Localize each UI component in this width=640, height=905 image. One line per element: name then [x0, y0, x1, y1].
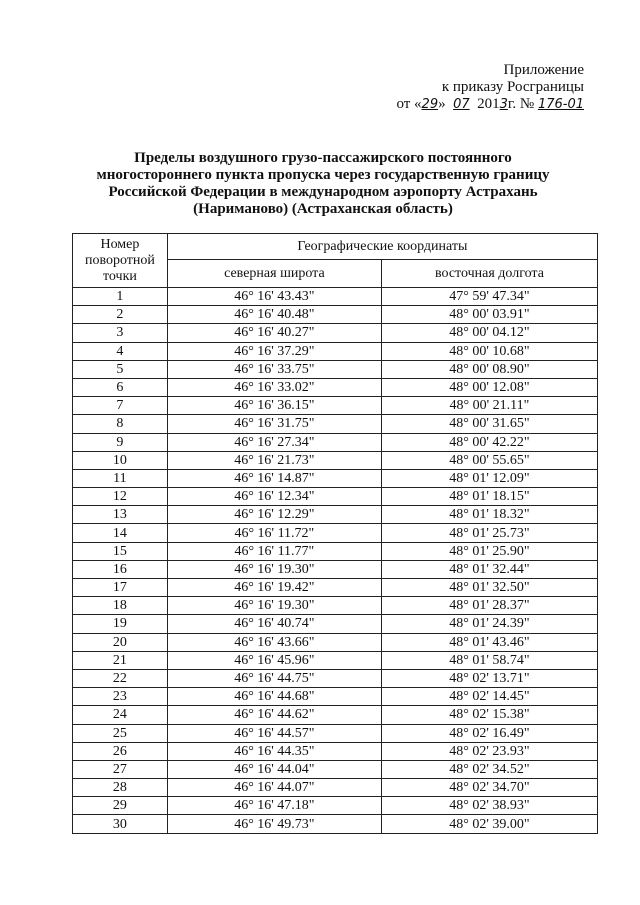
latitude-cell: 46° 16' 43.66"	[167, 633, 381, 651]
table-row	[73, 342, 598, 360]
table-row	[73, 815, 598, 833]
order-date-number	[396, 96, 584, 113]
longitude-cell: 48° 02' 23.93"	[381, 742, 597, 760]
point-number-cell: 18	[73, 597, 168, 615]
latitude-cell: 46° 16' 19.42"	[167, 579, 381, 597]
latitude-cell: 46° 16' 33.02"	[167, 378, 381, 396]
appendix-header	[396, 62, 584, 113]
handwritten-month: 07	[453, 97, 470, 112]
point-number-cell: 29	[73, 797, 168, 815]
table-row	[73, 669, 598, 687]
longitude-cell: 48° 01' 25.73"	[381, 524, 597, 542]
handwritten-day: 29	[421, 97, 439, 112]
longitude-cell: 48° 00' 04.12"	[381, 324, 597, 342]
table-row	[73, 324, 598, 342]
table-row	[73, 378, 598, 396]
longitude-cell: 48° 02' 14.45"	[381, 688, 597, 706]
latitude-cell: 46° 16' 45.96"	[167, 651, 381, 669]
title-line-1: Пределы воздушного грузо-пассажирского постоянного	[134, 150, 512, 166]
point-number-cell: 1	[73, 288, 168, 306]
point-number-cell: 6	[73, 378, 168, 396]
handwritten-year-digit: 3	[499, 97, 508, 112]
order-reference: к приказу Росграницы	[441, 79, 584, 95]
coordinates-table-body	[73, 288, 598, 834]
longitude-cell: 48° 02' 39.00"	[381, 815, 597, 833]
point-number-cell: 5	[73, 360, 168, 378]
table-row	[73, 779, 598, 797]
point-number-cell: 3	[73, 324, 168, 342]
latitude-cell: 46° 16' 12.34"	[167, 488, 381, 506]
table-row	[73, 488, 598, 506]
title-line-2: многостороннего пункта пропуска через государственную границу	[96, 167, 550, 183]
point-number-cell: 27	[73, 760, 168, 778]
table-row	[73, 760, 598, 778]
table-row	[73, 415, 598, 433]
table-row	[73, 797, 598, 815]
handwritten-order-number: 176-01	[537, 97, 584, 112]
longitude-cell: 47° 59' 47.34"	[381, 288, 597, 306]
table-row	[73, 597, 598, 615]
point-number-cell: 15	[73, 542, 168, 560]
longitude-cell: 48° 00' 21.11"	[381, 397, 597, 415]
point-number-cell: 13	[73, 506, 168, 524]
table-row	[73, 724, 598, 742]
table-row	[73, 742, 598, 760]
table-row	[73, 506, 598, 524]
table-row	[73, 288, 598, 306]
table-row	[73, 433, 598, 451]
table-row	[73, 524, 598, 542]
longitude-cell: 48° 00' 55.65"	[381, 451, 597, 469]
point-number-cell: 11	[73, 469, 168, 487]
point-number-cell: 9	[73, 433, 168, 451]
point-number-cell: 12	[73, 488, 168, 506]
latitude-cell: 46° 16' 47.18"	[167, 797, 381, 815]
longitude-cell: 48° 00' 12.08"	[381, 378, 597, 396]
latitude-cell: 46° 16' 44.35"	[167, 742, 381, 760]
longitude-cell: 48° 01' 18.15"	[381, 488, 597, 506]
table-row	[73, 542, 598, 560]
point-number-cell: 10	[73, 451, 168, 469]
latitude-cell: 46° 16' 40.48"	[167, 306, 381, 324]
longitude-cell: 48° 00' 10.68"	[381, 342, 597, 360]
point-number-cell: 23	[73, 688, 168, 706]
longitude-cell: 48° 01' 25.90"	[381, 542, 597, 560]
coordinates-table	[72, 233, 598, 834]
point-number-cell: 21	[73, 651, 168, 669]
point-number-cell: 26	[73, 742, 168, 760]
table-row	[73, 306, 598, 324]
longitude-cell: 48° 01' 43.46"	[381, 633, 597, 651]
date-quote-close: »	[438, 96, 446, 112]
appendix-label: Приложение	[503, 62, 584, 78]
point-number-header	[73, 234, 168, 288]
latitude-cell: 46° 16' 36.15"	[167, 397, 381, 415]
latitude-cell: 46° 16' 44.04"	[167, 760, 381, 778]
point-number-cell: 19	[73, 615, 168, 633]
latitude-cell: 46° 16' 44.68"	[167, 688, 381, 706]
point-number-cell: 16	[73, 560, 168, 578]
point-number-cell: 17	[73, 579, 168, 597]
latitude-cell: 46° 16' 40.74"	[167, 615, 381, 633]
point-number-cell: 30	[73, 815, 168, 833]
longitude-header: восточная долгота	[381, 260, 597, 288]
point-number-cell: 8	[73, 415, 168, 433]
longitude-cell: 48° 02' 34.70"	[381, 779, 597, 797]
point-number-header-line-3: точки	[102, 268, 137, 284]
latitude-cell: 46° 16' 33.75"	[167, 360, 381, 378]
longitude-cell: 48° 01' 24.39"	[381, 615, 597, 633]
latitude-cell: 46° 16' 49.73"	[167, 815, 381, 833]
latitude-cell: 46° 16' 37.29"	[167, 342, 381, 360]
longitude-cell: 48° 00' 42.22"	[381, 433, 597, 451]
longitude-cell: 48° 00' 08.90"	[381, 360, 597, 378]
table-row	[73, 633, 598, 651]
latitude-cell: 46° 16' 44.62"	[167, 706, 381, 724]
longitude-cell: 48° 01' 32.50"	[381, 579, 597, 597]
longitude-cell: 48° 01' 18.32"	[381, 506, 597, 524]
longitude-cell: 48° 02' 34.52"	[381, 760, 597, 778]
longitude-cell: 48° 01' 32.44"	[381, 560, 597, 578]
point-number-header-line-2: поворотной	[84, 252, 155, 268]
point-number-cell: 14	[73, 524, 168, 542]
point-number-cell: 4	[73, 342, 168, 360]
longitude-cell: 48° 00' 31.65"	[381, 415, 597, 433]
document-title	[70, 150, 576, 218]
longitude-cell: 48° 01' 12.09"	[381, 469, 597, 487]
table-row	[73, 688, 598, 706]
point-number-cell: 20	[73, 633, 168, 651]
geo-coordinates-header: Географические координаты	[167, 234, 597, 260]
latitude-cell: 46° 16' 44.57"	[167, 724, 381, 742]
table-row	[73, 560, 598, 578]
table-row	[73, 451, 598, 469]
latitude-cell: 46° 16' 14.87"	[167, 469, 381, 487]
point-number-cell: 22	[73, 669, 168, 687]
longitude-cell: 48° 01' 58.74"	[381, 651, 597, 669]
longitude-cell: 48° 02' 15.38"	[381, 706, 597, 724]
point-number-cell: 7	[73, 397, 168, 415]
year-prefix: 201	[477, 96, 500, 112]
longitude-cell: 48° 00' 03.91"	[381, 306, 597, 324]
latitude-header: северная широта	[167, 260, 381, 288]
longitude-cell: 48° 01' 28.37"	[381, 597, 597, 615]
latitude-cell: 46° 16' 12.29"	[167, 506, 381, 524]
longitude-cell: 48° 02' 16.49"	[381, 724, 597, 742]
latitude-cell: 46° 16' 43.43"	[167, 288, 381, 306]
table-row	[73, 579, 598, 597]
latitude-cell: 46° 16' 19.30"	[167, 560, 381, 578]
point-number-header-line-1: Номер	[100, 236, 140, 252]
latitude-cell: 46° 16' 21.73"	[167, 451, 381, 469]
latitude-cell: 46° 16' 27.34"	[167, 433, 381, 451]
latitude-cell: 46° 16' 44.75"	[167, 669, 381, 687]
latitude-cell: 46° 16' 40.27"	[167, 324, 381, 342]
latitude-cell: 46° 16' 31.75"	[167, 415, 381, 433]
table-row	[73, 651, 598, 669]
longitude-cell: 48° 02' 13.71"	[381, 669, 597, 687]
table-row	[73, 615, 598, 633]
title-line-3: Российской Федерации в международном аэропорту Астрахань	[108, 184, 538, 200]
year-number-label: г. №	[507, 96, 535, 112]
point-number-cell: 25	[73, 724, 168, 742]
title-line-4: (Нариманово) (Астраханская область)	[193, 201, 453, 217]
point-number-cell: 2	[73, 306, 168, 324]
latitude-cell: 46° 16' 44.07"	[167, 779, 381, 797]
latitude-cell: 46° 16' 11.77"	[167, 542, 381, 560]
longitude-cell: 48° 02' 38.93"	[381, 797, 597, 815]
latitude-cell: 46° 16' 19.30"	[167, 597, 381, 615]
table-row	[73, 706, 598, 724]
point-number-cell: 24	[73, 706, 168, 724]
point-number-cell: 28	[73, 779, 168, 797]
latitude-cell: 46° 16' 11.72"	[167, 524, 381, 542]
table-row	[73, 360, 598, 378]
table-row	[73, 397, 598, 415]
date-prefix: от «	[396, 96, 422, 112]
table-row	[73, 469, 598, 487]
